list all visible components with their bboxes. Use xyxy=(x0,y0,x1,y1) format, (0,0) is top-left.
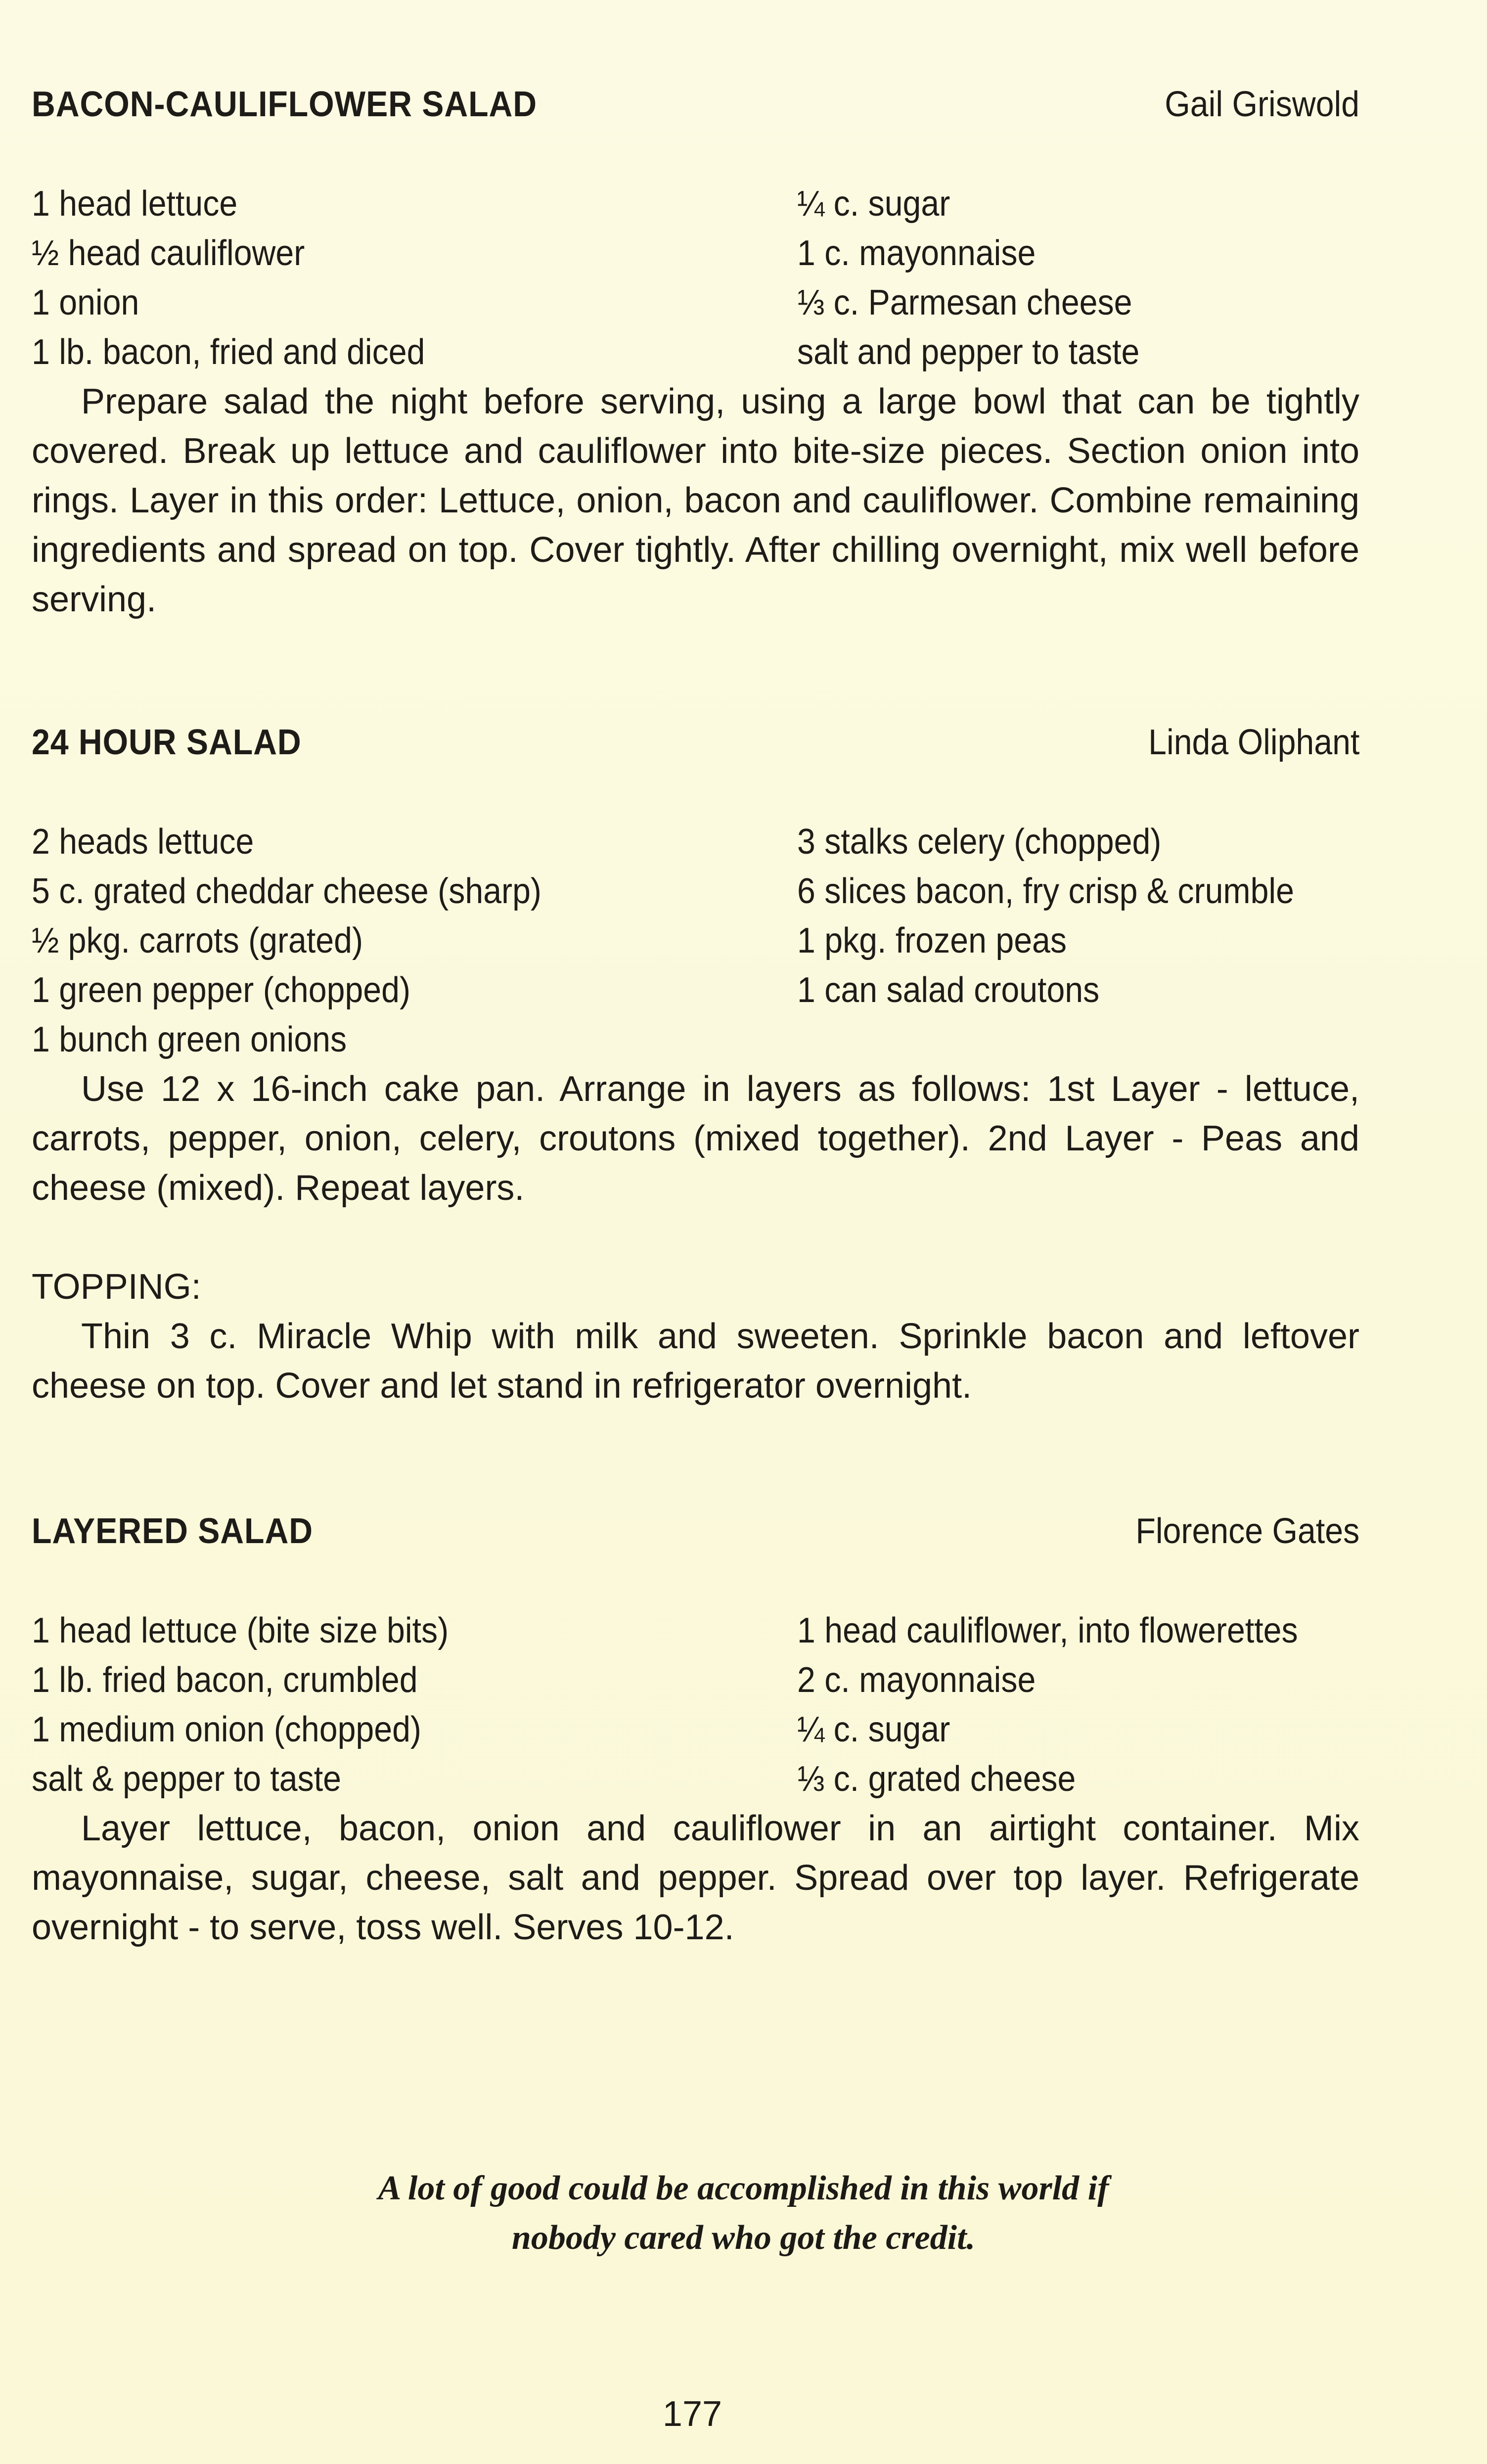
topping-directions: Thin 3 c. Miracle Whip with milk and sweeten. Sprinkle bacon and leftover cheese on top. Cover and let stand in refrigerator overnight. xyxy=(32,1317,1359,1406)
ingredient: 1 head lettuce (bite size bits) xyxy=(32,1611,449,1650)
ingredient: 1 lb. fried bacon, crumbled xyxy=(32,1660,418,1700)
ingredient-list xyxy=(32,817,1359,1064)
ingredient: 1 lb. bacon, fried and diced xyxy=(32,332,425,372)
ingredient-column-left xyxy=(32,1606,449,1804)
ingredient-column-right xyxy=(797,179,1139,377)
topping-heading: TOPPING: xyxy=(32,1267,201,1307)
ingredient-column-left xyxy=(32,179,425,377)
ingredient: 1 can salad croutons xyxy=(797,970,1100,1010)
ingredient: ⅓ c. grated cheese xyxy=(797,1759,1076,1799)
ingredient: 1 head cauliflower, into flowerettes xyxy=(797,1611,1298,1650)
ingredient: 1 onion xyxy=(32,283,139,322)
recipe-author: Linda Oliphant xyxy=(1148,723,1359,762)
ingredient: 1 c. mayonnaise xyxy=(797,233,1036,273)
quote-line: nobody cared who got the credit. xyxy=(511,2219,976,2257)
recipe-header xyxy=(32,722,1359,772)
recipe-author: Florence Gates xyxy=(1135,1511,1359,1551)
recipe-directions: Use 12 x 16-inch cake pan. Arrange in layers as follows: 1st Layer - lettuce, carrots, pepper, onion, celery, croutons (mixed together). 2nd Layer - Peas and cheese (mixed). Repeat layers. xyxy=(32,1069,1359,1208)
recipe-24-hour-salad xyxy=(32,722,1359,1411)
ingredient-column-left xyxy=(32,817,541,1064)
recipe-directions: Layer lettuce, bacon, onion and cauliflower in an airtight container. Mix mayonnaise, sugar, cheese, salt and pepper. Spread over top layer. Refrigerate overnight - to serve, toss well. Serves 10-12. xyxy=(32,1809,1359,1947)
recipe-header xyxy=(32,84,1359,134)
recipe-layered-salad xyxy=(32,1511,1359,1952)
recipe-title: BACON-CAULIFLOWER SALAD xyxy=(32,85,538,124)
recipe-directions: Prepare salad the night before serving, using a large bowl that can be tightly covered. Break up lettuce and cauliflower into bite-size pieces. Section onion into rings. Layer in this order: Lettuce, onion, bacon and cauliflower. Combine remaining ingredients and spread on top. Cover tightly. After chilling overnight, mix well before serving. xyxy=(32,382,1359,619)
ingredient-list xyxy=(32,1606,1359,1804)
recipe-author: Gail Griswold xyxy=(1165,85,1359,124)
ingredient: 1 medium onion (chopped) xyxy=(32,1710,421,1749)
ingredient: ⅓ c. Parmesan cheese xyxy=(797,283,1132,322)
closing-quote xyxy=(0,2164,1487,2263)
ingredient-column-right xyxy=(797,817,1294,1015)
ingredient-list xyxy=(32,179,1359,377)
ingredient: 6 slices bacon, fry crisp & crumble xyxy=(797,871,1294,911)
ingredient: ¼ c. sugar xyxy=(797,1710,950,1749)
ingredient: ½ head cauliflower xyxy=(32,233,305,273)
ingredient: 5 c. grated cheddar cheese (sharp) xyxy=(32,871,541,911)
ingredient: 1 bunch green onions xyxy=(32,1020,347,1059)
ingredient: ¼ c. sugar xyxy=(797,184,950,224)
ingredient: salt and pepper to taste xyxy=(797,332,1140,372)
quote-line: A lot of good could be accomplished in this world if xyxy=(378,2169,1109,2207)
recipe-title: LAYERED SALAD xyxy=(32,1511,313,1551)
ingredient: ½ pkg. carrots (grated) xyxy=(32,921,363,960)
ingredient: 2 heads lettuce xyxy=(32,822,254,862)
recipe-title: 24 HOUR SALAD xyxy=(32,723,302,762)
ingredient: salt & pepper to taste xyxy=(32,1759,341,1799)
recipe-bacon-cauliflower-salad xyxy=(32,84,1359,624)
ingredient: 2 c. mayonnaise xyxy=(797,1660,1036,1700)
recipe-header xyxy=(32,1511,1359,1560)
ingredient: 3 stalks celery (chopped) xyxy=(797,822,1162,862)
ingredient: 1 green pepper (chopped) xyxy=(32,970,411,1010)
ingredient: 1 pkg. frozen peas xyxy=(797,921,1067,960)
ingredient-column-right xyxy=(797,1606,1298,1804)
ingredient: 1 head lettuce xyxy=(32,184,238,224)
page-number: 177 xyxy=(662,2394,722,2434)
